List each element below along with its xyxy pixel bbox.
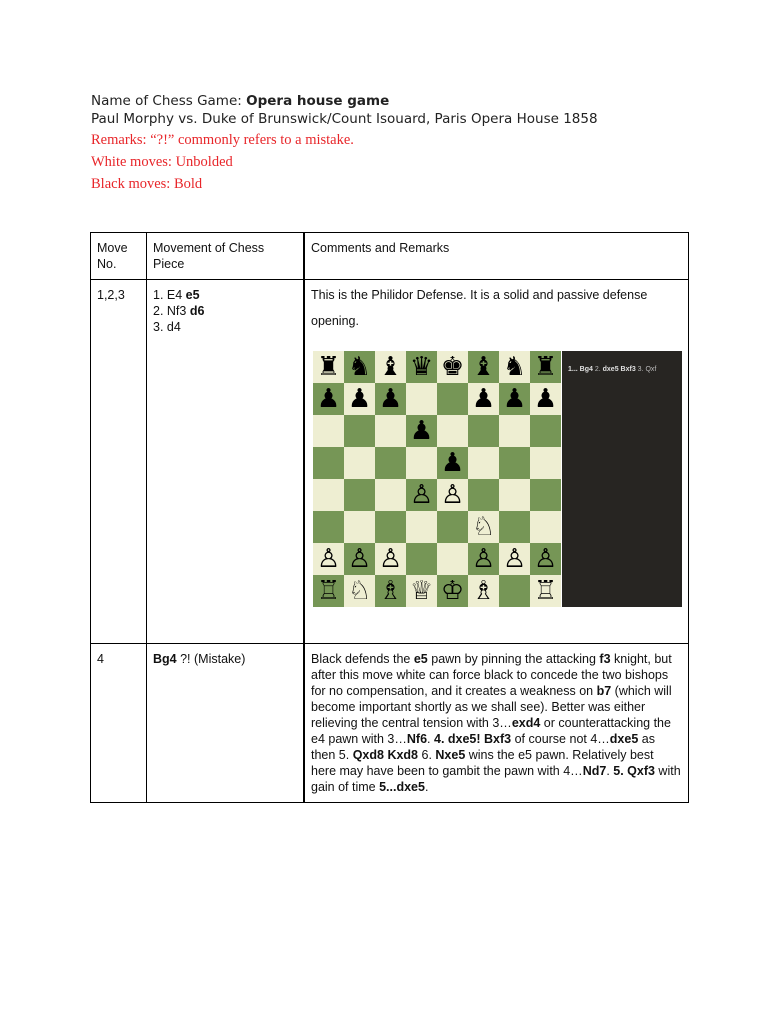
chess-piece-icon: ♙ bbox=[440, 480, 465, 510]
bold-move-ref: f3 bbox=[599, 652, 611, 666]
move-annotation: ?! (Mistake) bbox=[176, 652, 246, 666]
move-number-cell: 1,2,3 bbox=[91, 280, 147, 644]
square-f1 bbox=[468, 575, 499, 607]
square-g7 bbox=[499, 383, 530, 415]
square-c2 bbox=[375, 543, 406, 575]
square-g5 bbox=[499, 447, 530, 479]
square-b7 bbox=[344, 383, 375, 415]
square-d4 bbox=[406, 479, 437, 511]
chess-piece-icon: ♗ bbox=[378, 576, 403, 606]
comment-segment: knight, but after this move white can force black to concede the two bishops for no compensation, and it creates a weakness on bbox=[311, 652, 672, 698]
square-d7 bbox=[406, 383, 437, 415]
chess-piece-icon: ♙ bbox=[316, 544, 341, 574]
square-g8 bbox=[499, 351, 530, 383]
square-a5 bbox=[313, 447, 344, 479]
move-number-cell: 4 bbox=[91, 644, 147, 803]
square-f6 bbox=[468, 415, 499, 447]
table-row bbox=[91, 644, 689, 803]
bold-move-ref: exd4 bbox=[511, 716, 541, 730]
square-b4 bbox=[344, 479, 375, 511]
square-f3 bbox=[468, 511, 499, 543]
square-h6 bbox=[530, 415, 561, 447]
square-a3 bbox=[313, 511, 344, 543]
chess-piece-icon: ♟ bbox=[471, 384, 496, 414]
square-a8 bbox=[313, 351, 344, 383]
square-d8 bbox=[406, 351, 437, 383]
square-c3 bbox=[375, 511, 406, 543]
chess-piece-icon: ♜ bbox=[533, 352, 558, 382]
black-move: d6 bbox=[189, 304, 205, 318]
move-list-panel bbox=[562, 351, 682, 607]
square-d6 bbox=[406, 415, 437, 447]
game-name-value: Opera house game bbox=[246, 93, 390, 109]
square-c8 bbox=[375, 351, 406, 383]
square-d5 bbox=[406, 447, 437, 479]
chess-piece-icon: ♙ bbox=[347, 544, 372, 574]
bold-move-ref: b7 bbox=[596, 684, 612, 698]
square-h1 bbox=[530, 575, 561, 607]
square-c6 bbox=[375, 415, 406, 447]
square-h4 bbox=[530, 479, 561, 511]
square-a7 bbox=[313, 383, 344, 415]
square-e2 bbox=[437, 543, 468, 575]
header-movement: Movement of Chess Piece bbox=[147, 233, 305, 280]
game-name-line bbox=[91, 92, 691, 110]
square-a1 bbox=[313, 575, 344, 607]
movelist-part: dxe5 Bxf3 bbox=[602, 366, 636, 373]
comment-segment: 6. bbox=[418, 748, 436, 762]
square-b5 bbox=[344, 447, 375, 479]
moves-table bbox=[90, 232, 689, 803]
square-e5 bbox=[437, 447, 468, 479]
chess-piece-icon: ♟ bbox=[502, 384, 527, 414]
chess-piece-icon: ♖ bbox=[316, 576, 341, 606]
movelist-part: 2. bbox=[592, 366, 603, 373]
white-move: 1. E4 bbox=[153, 288, 186, 302]
chess-piece-icon: ♕ bbox=[409, 576, 434, 606]
players-line: Paul Morphy vs. Duke of Brunswick/Count Isouard, Paris Opera House 1858 bbox=[91, 111, 598, 127]
square-a6 bbox=[313, 415, 344, 447]
square-c5 bbox=[375, 447, 406, 479]
comment-cell bbox=[304, 644, 689, 803]
chess-piece-icon: ♞ bbox=[502, 352, 527, 382]
square-a2 bbox=[313, 543, 344, 575]
move-line-2 bbox=[153, 303, 297, 319]
square-c7 bbox=[375, 383, 406, 415]
black-move: Bg4 bbox=[153, 652, 177, 666]
game-name-label: Name of Chess Game: bbox=[91, 93, 247, 109]
square-g4 bbox=[499, 479, 530, 511]
comment-segment: pawn by pinning the attacking bbox=[427, 652, 600, 666]
chess-piece-icon: ♙ bbox=[378, 544, 403, 574]
comment-text: This is the Philidor Defense. It is a solid and passive defense opening. bbox=[311, 288, 648, 328]
chess-piece-icon: ♘ bbox=[347, 576, 372, 606]
move-line-1 bbox=[153, 287, 297, 303]
square-e8 bbox=[437, 351, 468, 383]
move-cell bbox=[147, 280, 305, 644]
comment-segment: with gain of time bbox=[311, 764, 681, 794]
square-b2 bbox=[344, 543, 375, 575]
square-d3 bbox=[406, 511, 437, 543]
bold-move-ref: 5. Qxf3 bbox=[613, 764, 655, 778]
chess-piece-icon: ♙ bbox=[409, 480, 434, 510]
comment-text bbox=[311, 651, 682, 795]
bold-move-ref: 5...dxe5 bbox=[379, 780, 425, 794]
comment-segment: or counterattacking the e4 pawn with 3… bbox=[311, 716, 671, 746]
chess-piece-icon: ♟ bbox=[440, 448, 465, 478]
chess-piece-icon: ♗ bbox=[471, 576, 496, 606]
square-g2 bbox=[499, 543, 530, 575]
chess-piece-icon: ♟ bbox=[347, 384, 372, 414]
white-moves-line: White moves: Unbolded bbox=[91, 154, 233, 170]
comment-segment: . bbox=[606, 764, 614, 778]
chess-piece-icon: ♟ bbox=[378, 384, 403, 414]
chess-piece-icon: ♝ bbox=[471, 352, 496, 382]
square-f8 bbox=[468, 351, 499, 383]
chessboard bbox=[313, 351, 561, 607]
square-e6 bbox=[437, 415, 468, 447]
bold-move-ref: dxe5 bbox=[609, 732, 639, 746]
chess-piece-icon: ♙ bbox=[502, 544, 527, 574]
square-f4 bbox=[468, 479, 499, 511]
table-row bbox=[91, 280, 689, 644]
header-comments: Comments and Remarks bbox=[304, 233, 689, 280]
white-move: 2. Nf3 bbox=[153, 304, 190, 318]
comment-segment: (which will become important shortly as we shall see). Better was either relieving the central tension with 3… bbox=[311, 684, 672, 730]
move-cell bbox=[147, 644, 305, 803]
comment-segment: . bbox=[427, 732, 434, 746]
square-f5 bbox=[468, 447, 499, 479]
square-a4 bbox=[313, 479, 344, 511]
square-g6 bbox=[499, 415, 530, 447]
black-move: e5 bbox=[185, 288, 200, 302]
chess-piece-icon: ♛ bbox=[409, 352, 434, 382]
square-c4 bbox=[375, 479, 406, 511]
bold-move-ref: Nf6 bbox=[406, 732, 428, 746]
bold-move-ref: Nd7 bbox=[582, 764, 607, 778]
square-d1 bbox=[406, 575, 437, 607]
chess-piece-icon: ♙ bbox=[533, 544, 558, 574]
bold-move-ref: Qxd8 Kxd8 bbox=[352, 748, 419, 762]
bold-move-ref: e5 bbox=[413, 652, 428, 666]
square-e4 bbox=[437, 479, 468, 511]
square-b8 bbox=[344, 351, 375, 383]
chess-piece-icon: ♘ bbox=[471, 512, 496, 542]
movelist-part: Qxf bbox=[645, 366, 657, 373]
comment-segment: of course not 4… bbox=[511, 732, 610, 746]
movelist-part: 3. bbox=[635, 366, 646, 373]
square-e1 bbox=[437, 575, 468, 607]
chess-piece-icon: ♟ bbox=[316, 384, 341, 414]
square-e7 bbox=[437, 383, 468, 415]
table-header-row bbox=[91, 233, 689, 280]
square-h5 bbox=[530, 447, 561, 479]
chess-piece-icon: ♟ bbox=[533, 384, 558, 414]
chessboard-screenshot bbox=[313, 351, 682, 609]
comment-segment: Black defends the bbox=[311, 652, 414, 666]
header-move-no: Move No. bbox=[91, 233, 147, 280]
square-h7 bbox=[530, 383, 561, 415]
chess-piece-icon: ♞ bbox=[347, 352, 372, 382]
square-h2 bbox=[530, 543, 561, 575]
square-h3 bbox=[530, 511, 561, 543]
square-d2 bbox=[406, 543, 437, 575]
document-header bbox=[91, 92, 691, 195]
square-b1 bbox=[344, 575, 375, 607]
square-f7 bbox=[468, 383, 499, 415]
chess-piece-icon: ♝ bbox=[378, 352, 403, 382]
square-g3 bbox=[499, 511, 530, 543]
square-b3 bbox=[344, 511, 375, 543]
square-e3 bbox=[437, 511, 468, 543]
chess-piece-icon: ♟ bbox=[409, 416, 434, 446]
chess-piece-icon: ♙ bbox=[471, 544, 496, 574]
movelist-part: 1... Bg4 bbox=[568, 366, 593, 373]
black-moves-line: Black moves: Bold bbox=[91, 176, 203, 192]
bold-move-ref: Nxe5 bbox=[435, 748, 466, 762]
white-move: 3. d4 bbox=[153, 320, 181, 334]
remark-line: Remarks: “?!” commonly refers to a mistake. bbox=[91, 132, 354, 148]
chess-piece-icon: ♔ bbox=[440, 576, 465, 606]
square-b6 bbox=[344, 415, 375, 447]
chess-piece-icon: ♜ bbox=[316, 352, 341, 382]
move-list-text bbox=[568, 362, 656, 378]
square-f2 bbox=[468, 543, 499, 575]
square-h8 bbox=[530, 351, 561, 383]
square-c1 bbox=[375, 575, 406, 607]
comment-cell bbox=[304, 280, 689, 644]
move-line-3 bbox=[153, 319, 297, 335]
chess-piece-icon: ♚ bbox=[440, 352, 465, 382]
square-g1 bbox=[499, 575, 530, 607]
comment-segment: . bbox=[424, 780, 429, 794]
bold-move-ref: 4. dxe5! Bxf3 bbox=[434, 732, 512, 746]
chess-piece-icon: ♖ bbox=[533, 576, 558, 606]
comment-segment: wins the e5 pawn. Relatively best here may have been to gambit the pawn with 4… bbox=[311, 748, 654, 778]
comment-segment: as then 5. bbox=[311, 732, 655, 762]
